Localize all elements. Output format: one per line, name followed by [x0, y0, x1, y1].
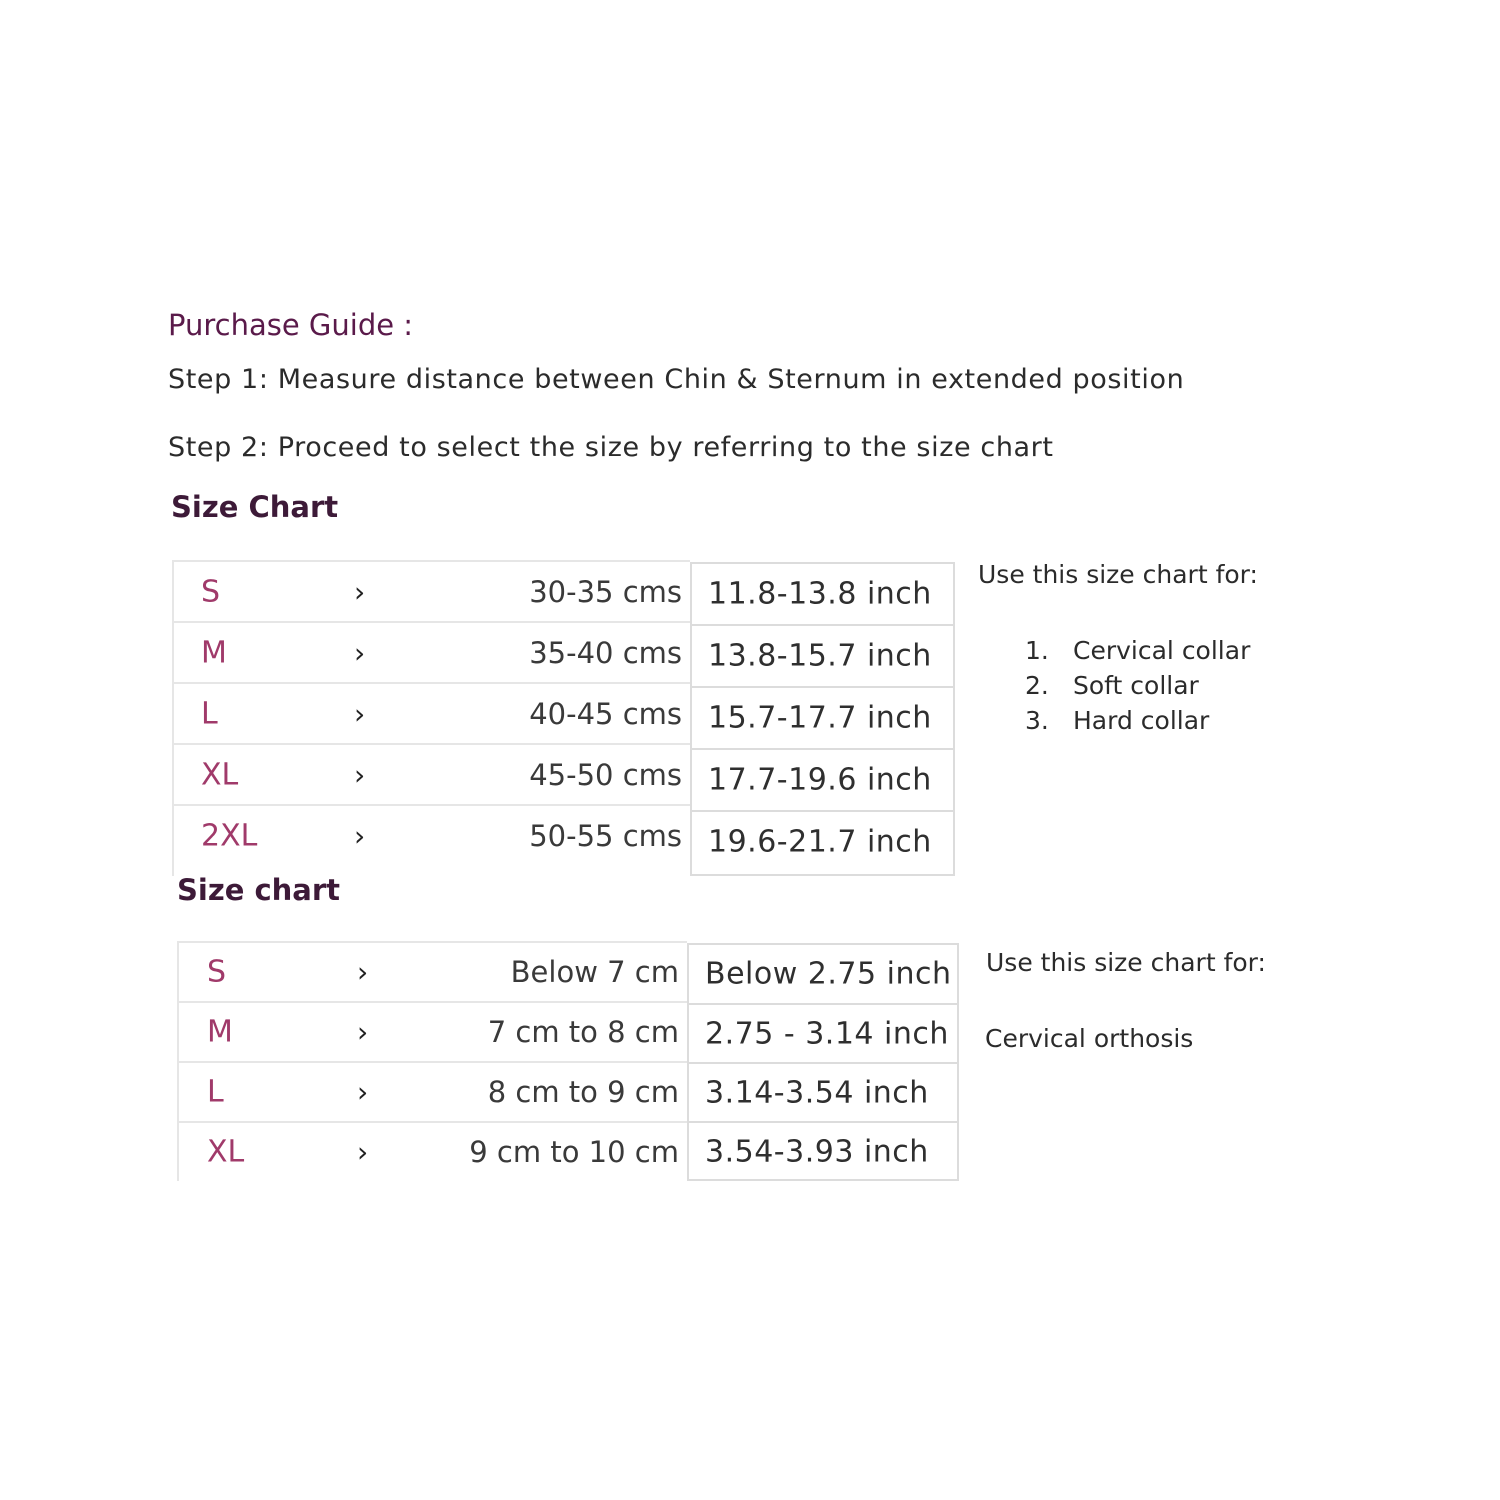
chevron-right-icon: ›	[354, 819, 366, 852]
cm-range: 8 cm to 9 cm	[487, 1075, 679, 1109]
table-row	[692, 624, 953, 686]
table-row	[689, 945, 957, 1003]
table-row	[179, 1061, 687, 1121]
table-row	[692, 810, 953, 872]
size-chart-2-title: Size chart	[177, 873, 341, 907]
inch-range: 17.7-19.6 inch	[708, 762, 932, 798]
size-chart-2-inch-column	[687, 943, 959, 1181]
size-label: M	[201, 635, 227, 670]
size-chart-1-cm-column	[172, 560, 690, 876]
list-number: 1.	[1025, 636, 1049, 665]
cm-range: 45-50 cms	[529, 757, 682, 792]
size-label: L	[207, 1074, 224, 1110]
chevron-right-icon: ›	[357, 955, 369, 989]
list-text: Cervical collar	[1073, 636, 1251, 665]
list-item	[1025, 668, 1250, 703]
table-row	[179, 1121, 687, 1181]
size-chart-1-title: Size Chart	[171, 490, 339, 524]
table-row	[174, 682, 690, 743]
chart-2-usage-text: Cervical orthosis	[985, 1024, 1194, 1053]
table-row	[689, 1121, 957, 1180]
table-row	[174, 560, 690, 621]
table-row	[689, 1003, 957, 1062]
chevron-right-icon: ›	[354, 636, 366, 669]
size-chart-1-table	[172, 560, 955, 876]
inch-range: 11.8-13.8 inch	[708, 576, 932, 612]
inch-range: 13.8-15.7 inch	[708, 638, 932, 674]
cm-range: 30-35 cms	[529, 574, 682, 609]
table-row	[174, 743, 690, 804]
inch-range: 2.75 - 3.14 inch	[705, 1016, 949, 1051]
size-label: S	[201, 574, 221, 609]
table-row	[689, 1062, 957, 1121]
table-row	[174, 804, 690, 865]
chevron-right-icon: ›	[357, 1135, 369, 1169]
size-label: S	[207, 954, 227, 990]
purchase-guide-title: Purchase Guide :	[168, 308, 414, 342]
inch-range: 3.54-3.93 inch	[705, 1134, 929, 1169]
list-item	[1025, 703, 1250, 738]
cm-range: 50-55 cms	[529, 818, 682, 853]
table-row	[692, 564, 953, 624]
table-row	[179, 941, 687, 1001]
size-label: XL	[207, 1134, 245, 1170]
list-number: 2.	[1025, 671, 1049, 700]
table-row	[692, 686, 953, 748]
table-row	[174, 621, 690, 682]
cm-range: 40-45 cms	[529, 696, 682, 731]
inch-range: Below 2.75 inch	[705, 956, 952, 992]
chevron-right-icon: ›	[354, 758, 366, 791]
size-label: 2XL	[201, 818, 258, 853]
inch-range: 15.7-17.7 inch	[708, 700, 932, 736]
list-item	[1025, 633, 1250, 668]
cm-range: 7 cm to 8 cm	[487, 1015, 679, 1049]
list-number: 3.	[1025, 706, 1049, 735]
chevron-right-icon: ›	[357, 1015, 369, 1049]
size-chart-1-inch-column	[690, 562, 955, 876]
size-chart-2-table	[177, 941, 959, 1181]
size-label: XL	[201, 757, 239, 792]
chart-1-usage-label: Use this size chart for:	[978, 560, 1258, 589]
step-2-text: Step 2: Proceed to select the size by referring to the size chart	[168, 432, 1054, 463]
table-row	[179, 1001, 687, 1061]
table-row	[692, 748, 953, 810]
size-chart-2-cm-column	[177, 941, 687, 1181]
list-text: Soft collar	[1073, 671, 1199, 700]
chevron-right-icon: ›	[354, 697, 366, 730]
chevron-right-icon: ›	[357, 1075, 369, 1109]
chart-2-usage-label: Use this size chart for:	[986, 948, 1266, 977]
chart-1-usage-list	[1025, 633, 1250, 738]
inch-range: 19.6-21.7 inch	[708, 824, 932, 860]
cm-range: Below 7 cm	[510, 955, 679, 989]
list-text: Hard collar	[1073, 706, 1210, 735]
step-1-text: Step 1: Measure distance between Chin & Sternum in extended position	[168, 364, 1185, 395]
cm-range: 9 cm to 10 cm	[469, 1135, 679, 1169]
chevron-right-icon: ›	[354, 575, 366, 608]
cm-range: 35-40 cms	[529, 635, 682, 670]
inch-range: 3.14-3.54 inch	[705, 1075, 929, 1110]
size-label: M	[207, 1014, 233, 1050]
size-label: L	[201, 696, 218, 731]
